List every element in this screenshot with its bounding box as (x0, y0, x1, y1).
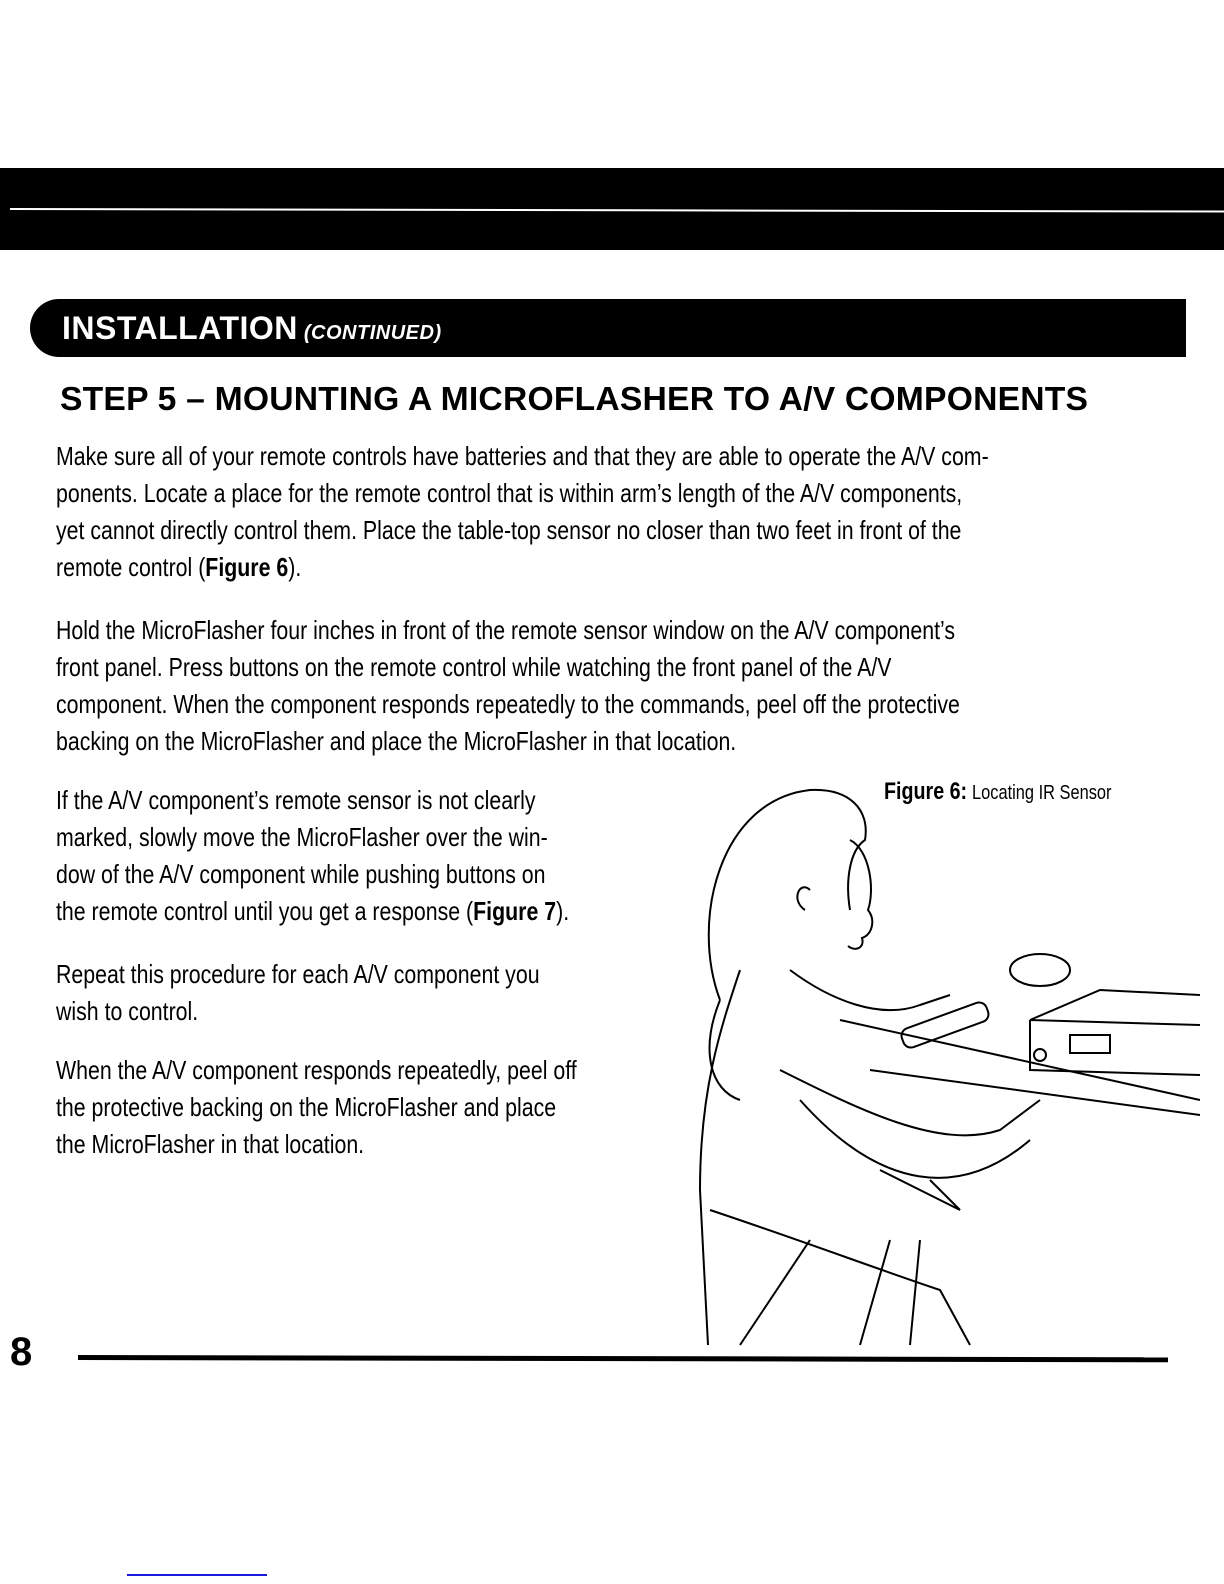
woman-arm-lower (800, 1100, 1030, 1178)
step-title: STEP 5 – MOUNTING A MICROFLASHER TO A/V COMPONENTS (60, 380, 1089, 417)
text-line: front panel. Press buttons on the remote control while watching the front panel of the A/V (56, 652, 892, 682)
text-line: Repeat this procedure for each A/V component you (56, 959, 540, 989)
footer-rule (78, 1355, 1168, 1362)
top-band-line (10, 208, 1224, 213)
av-component-drawing (1030, 990, 1200, 1075)
link-underline[interactable] (127, 1574, 267, 1576)
text-line: dow of the A/V component while pushing buttons on (56, 859, 546, 889)
woman-face (848, 840, 872, 949)
figure-7-reference: Figure 7 (473, 896, 557, 926)
section-subtitle: (CONTINUED) (303, 322, 442, 344)
woman-ear (797, 887, 810, 910)
section-title (62, 310, 442, 347)
woman-shoulder (700, 970, 740, 1345)
text-line: component. When the component responds repeatedly to the commands, peel off the protective (56, 689, 960, 719)
text-line: the remote control until you get a response ( (56, 896, 474, 926)
figure-6-illustration (680, 770, 1200, 1350)
text-tail: ). (288, 552, 302, 582)
paragraph-5 (56, 1052, 671, 1163)
woman-leg (740, 1240, 920, 1345)
text-line: yet cannot directly control them. Place the table-top sensor no closer than two feet in front of the (56, 515, 962, 545)
figure-caption-text: Locating IR Sensor (972, 782, 1112, 804)
woman-arm-front (780, 1070, 1040, 1135)
text-line: Make sure all of your remote controls have batteries and that they are able to operate the A/V com- (56, 441, 989, 471)
text-line: marked, slowly move the MicroFlasher over the win- (56, 822, 548, 852)
paragraph-3 (56, 782, 671, 930)
text-line: backing on the MicroFlasher and place the MicroFlasher in that location. (56, 726, 737, 756)
text-line: If the A/V component’s remote sensor is not clearly (56, 785, 536, 815)
text-line: Hold the MicroFlasher four inches in front of the remote sensor window on the A/V component’s (56, 615, 956, 645)
av-display (1070, 1035, 1110, 1053)
table-edge (840, 1020, 1200, 1115)
woman-torso (790, 970, 950, 1010)
text-line: remote control ( (56, 552, 206, 582)
section-title-text: INSTALLATION (62, 310, 298, 346)
table-top-sensor-drawing (1010, 954, 1070, 986)
figure-caption (884, 778, 1112, 806)
paragraph-4 (56, 956, 671, 1030)
figure-label: Figure 6: (884, 778, 968, 805)
page-number: 8 (10, 1330, 33, 1374)
paragraph-2 (56, 612, 1167, 760)
text-line: When the A/V component responds repeatedly, peel off (56, 1055, 577, 1085)
top-black-band (0, 168, 1224, 250)
woman-hair (709, 790, 866, 1000)
text-line: the MicroFlasher in that location. (56, 1129, 365, 1159)
av-button (1034, 1049, 1046, 1061)
paragraph-1 (56, 438, 1167, 586)
text-line: wish to control. (56, 996, 199, 1026)
text-line: ponents. Locate a place for the remote control that is within arm’s length of the A/V components, (56, 478, 963, 508)
figure-6-reference: Figure 6 (205, 552, 289, 582)
text-line: the protective backing on the MicroFlasher and place (56, 1092, 557, 1122)
woman-lap (710, 1210, 970, 1345)
text-tail: ). (556, 896, 570, 926)
